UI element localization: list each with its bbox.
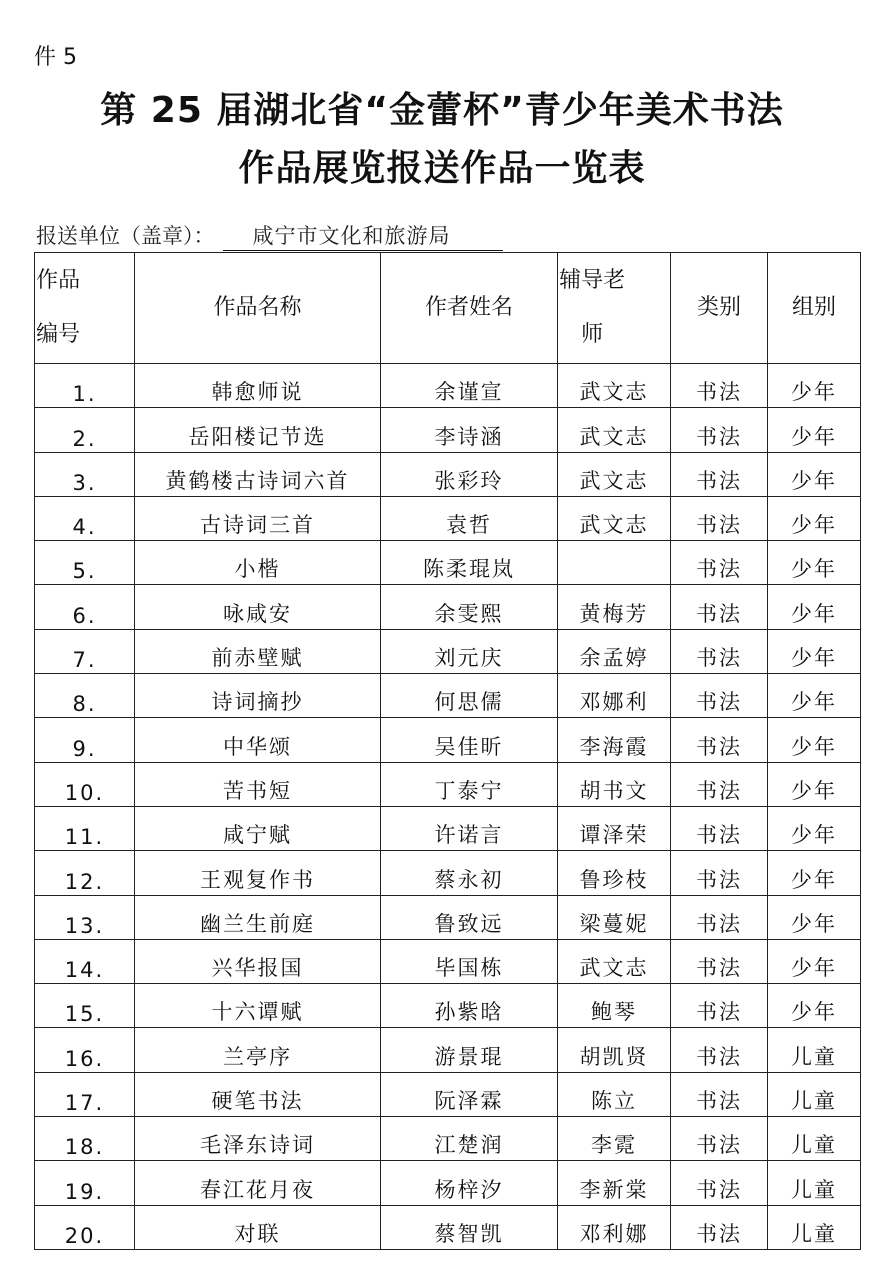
table-row bbox=[35, 984, 861, 1028]
submitting-unit-label: 报送单位（盖章）： bbox=[36, 224, 215, 248]
cell-category: 书法 bbox=[671, 984, 768, 1028]
attachment-label: 件 5 bbox=[34, 45, 77, 70]
header-work-title: 作品名称 bbox=[135, 253, 381, 364]
cell-group: 少年 bbox=[768, 629, 861, 673]
cell-work-number: 11. bbox=[35, 806, 135, 850]
cell-work-number: 14. bbox=[35, 939, 135, 983]
cell-author-name: 鲁致远 bbox=[381, 895, 558, 939]
cell-work-title: 古诗词三首 bbox=[135, 496, 381, 540]
cell-work-title: 韩愈师说 bbox=[135, 364, 381, 408]
cell-instructor: 鲍琴 bbox=[558, 984, 671, 1028]
cell-work-title: 中华颂 bbox=[135, 718, 381, 762]
header-group: 组别 bbox=[768, 253, 861, 364]
table-row bbox=[35, 541, 861, 585]
cell-author-name: 蔡永初 bbox=[381, 851, 558, 895]
cell-instructor: 武文志 bbox=[558, 408, 671, 452]
table-row bbox=[35, 895, 861, 939]
table-row bbox=[35, 1161, 861, 1205]
cell-group: 儿童 bbox=[768, 1072, 861, 1116]
cell-work-number: 12. bbox=[35, 851, 135, 895]
cell-work-number: 17. bbox=[35, 1072, 135, 1116]
cell-work-number: 9. bbox=[35, 718, 135, 762]
cell-group: 少年 bbox=[768, 984, 861, 1028]
cell-instructor: 梁蔓妮 bbox=[558, 895, 671, 939]
cell-group: 少年 bbox=[768, 895, 861, 939]
cell-category: 书法 bbox=[671, 585, 768, 629]
cell-category: 书法 bbox=[671, 1117, 768, 1161]
table-header-row bbox=[35, 253, 861, 364]
cell-instructor: 武文志 bbox=[558, 496, 671, 540]
cell-instructor bbox=[558, 541, 671, 585]
cell-work-number: 10. bbox=[35, 762, 135, 806]
cell-author-name: 蔡智凯 bbox=[381, 1205, 558, 1249]
table-body bbox=[35, 364, 861, 1250]
cell-group: 少年 bbox=[768, 674, 861, 718]
cell-work-number: 19. bbox=[35, 1161, 135, 1205]
cell-author-name: 吴佳昕 bbox=[381, 718, 558, 762]
table-row bbox=[35, 1072, 861, 1116]
cell-instructor: 陈立 bbox=[558, 1072, 671, 1116]
cell-author-name: 张彩玲 bbox=[381, 452, 558, 496]
table-row bbox=[35, 629, 861, 673]
cell-group: 儿童 bbox=[768, 1205, 861, 1249]
cell-work-title: 前赤壁赋 bbox=[135, 629, 381, 673]
cell-group: 少年 bbox=[768, 718, 861, 762]
cell-work-title: 小楷 bbox=[135, 541, 381, 585]
cell-group: 儿童 bbox=[768, 1117, 861, 1161]
works-table bbox=[34, 252, 861, 1250]
cell-category: 书法 bbox=[671, 806, 768, 850]
table-row bbox=[35, 851, 861, 895]
table-row bbox=[35, 1117, 861, 1161]
cell-work-title: 咸宁赋 bbox=[135, 806, 381, 850]
cell-author-name: 刘元庆 bbox=[381, 629, 558, 673]
cell-group: 少年 bbox=[768, 364, 861, 408]
cell-author-name: 游景琨 bbox=[381, 1028, 558, 1072]
cell-work-title: 诗词摘抄 bbox=[135, 674, 381, 718]
cell-group: 儿童 bbox=[768, 1028, 861, 1072]
document-title-line-2: 作品展览报送作品一览表 bbox=[238, 148, 646, 189]
cell-work-number: 20. bbox=[35, 1205, 135, 1249]
table-row bbox=[35, 408, 861, 452]
cell-category: 书法 bbox=[671, 851, 768, 895]
cell-category: 书法 bbox=[671, 674, 768, 718]
cell-instructor: 李新棠 bbox=[558, 1161, 671, 1205]
cell-instructor: 邓娜利 bbox=[558, 674, 671, 718]
cell-work-number: 1. bbox=[35, 364, 135, 408]
cell-author-name: 杨梓汐 bbox=[381, 1161, 558, 1205]
cell-author-name: 李诗涵 bbox=[381, 408, 558, 452]
cell-instructor: 李海霞 bbox=[558, 718, 671, 762]
cell-work-title: 咏咸安 bbox=[135, 585, 381, 629]
cell-work-title: 兰亭序 bbox=[135, 1028, 381, 1072]
cell-group: 少年 bbox=[768, 452, 861, 496]
cell-category: 书法 bbox=[671, 1205, 768, 1249]
document-title-line-1: 第 25 届湖北省“金蕾杯”青少年美术书法 bbox=[100, 90, 784, 131]
table-row bbox=[35, 939, 861, 983]
cell-author-name: 许诺言 bbox=[381, 806, 558, 850]
cell-author-name: 何思儒 bbox=[381, 674, 558, 718]
table-row bbox=[35, 762, 861, 806]
cell-work-title: 硬笔书法 bbox=[135, 1072, 381, 1116]
cell-category: 书法 bbox=[671, 408, 768, 452]
submitting-unit-value: 咸宁市文化和旅游局 bbox=[223, 220, 503, 251]
cell-category: 书法 bbox=[671, 1161, 768, 1205]
submitting-unit-row bbox=[36, 220, 503, 251]
table-row bbox=[35, 496, 861, 540]
cell-work-number: 2. bbox=[35, 408, 135, 452]
cell-work-title: 黄鹤楼古诗词六首 bbox=[135, 452, 381, 496]
cell-category: 书法 bbox=[671, 364, 768, 408]
cell-author-name: 江楚润 bbox=[381, 1117, 558, 1161]
cell-work-number: 13. bbox=[35, 895, 135, 939]
cell-work-number: 8. bbox=[35, 674, 135, 718]
cell-category: 书法 bbox=[671, 718, 768, 762]
cell-work-number: 3. bbox=[35, 452, 135, 496]
table-row bbox=[35, 806, 861, 850]
cell-category: 书法 bbox=[671, 762, 768, 806]
cell-group: 少年 bbox=[768, 762, 861, 806]
cell-instructor: 胡凯贤 bbox=[558, 1028, 671, 1072]
cell-author-name: 阮泽霖 bbox=[381, 1072, 558, 1116]
cell-instructor: 武文志 bbox=[558, 939, 671, 983]
cell-author-name: 余雯熙 bbox=[381, 585, 558, 629]
cell-instructor: 李霓 bbox=[558, 1117, 671, 1161]
cell-work-title: 兴华报国 bbox=[135, 939, 381, 983]
cell-work-number: 18. bbox=[35, 1117, 135, 1161]
cell-category: 书法 bbox=[671, 1072, 768, 1116]
cell-work-title: 岳阳楼记节选 bbox=[135, 408, 381, 452]
cell-work-title: 对联 bbox=[135, 1205, 381, 1249]
cell-work-title: 苦书短 bbox=[135, 762, 381, 806]
cell-instructor: 武文志 bbox=[558, 364, 671, 408]
cell-author-name: 袁哲 bbox=[381, 496, 558, 540]
cell-instructor: 黄梅芳 bbox=[558, 585, 671, 629]
header-author-name: 作者姓名 bbox=[381, 253, 558, 364]
cell-author-name: 丁泰宁 bbox=[381, 762, 558, 806]
cell-category: 书法 bbox=[671, 939, 768, 983]
cell-work-number: 5. bbox=[35, 541, 135, 585]
header-instructor: 辅导老师 bbox=[558, 253, 671, 364]
cell-instructor: 鲁珍枝 bbox=[558, 851, 671, 895]
cell-author-name: 孙紫晗 bbox=[381, 984, 558, 1028]
cell-category: 书法 bbox=[671, 1028, 768, 1072]
cell-work-title: 春江花月夜 bbox=[135, 1161, 381, 1205]
table-row bbox=[35, 1028, 861, 1072]
cell-author-name: 毕国栋 bbox=[381, 939, 558, 983]
cell-work-title: 幽兰生前庭 bbox=[135, 895, 381, 939]
cell-author-name: 陈柔琨岚 bbox=[381, 541, 558, 585]
cell-group: 儿童 bbox=[768, 1161, 861, 1205]
cell-category: 书法 bbox=[671, 452, 768, 496]
cell-category: 书法 bbox=[671, 496, 768, 540]
cell-group: 少年 bbox=[768, 939, 861, 983]
cell-author-name: 余谨宣 bbox=[381, 364, 558, 408]
table-row bbox=[35, 452, 861, 496]
cell-group: 少年 bbox=[768, 408, 861, 452]
cell-group: 少年 bbox=[768, 851, 861, 895]
cell-work-number: 7. bbox=[35, 629, 135, 673]
table-row bbox=[35, 1205, 861, 1249]
cell-instructor: 邓利娜 bbox=[558, 1205, 671, 1249]
cell-work-title: 王观复作书 bbox=[135, 851, 381, 895]
cell-instructor: 武文志 bbox=[558, 452, 671, 496]
cell-work-number: 4. bbox=[35, 496, 135, 540]
cell-category: 书法 bbox=[671, 895, 768, 939]
table-row bbox=[35, 364, 861, 408]
cell-instructor: 谭泽荣 bbox=[558, 806, 671, 850]
cell-category: 书法 bbox=[671, 541, 768, 585]
cell-work-number: 15. bbox=[35, 984, 135, 1028]
cell-category: 书法 bbox=[671, 629, 768, 673]
header-category: 类别 bbox=[671, 253, 768, 364]
header-work-number: 作品编号 bbox=[35, 253, 135, 364]
cell-instructor: 余孟婷 bbox=[558, 629, 671, 673]
cell-group: 少年 bbox=[768, 541, 861, 585]
cell-group: 少年 bbox=[768, 585, 861, 629]
table-row bbox=[35, 674, 861, 718]
cell-work-title: 十六谭赋 bbox=[135, 984, 381, 1028]
cell-work-title: 毛泽东诗词 bbox=[135, 1117, 381, 1161]
table-row bbox=[35, 718, 861, 762]
cell-group: 少年 bbox=[768, 806, 861, 850]
table-row bbox=[35, 585, 861, 629]
cell-instructor: 胡书文 bbox=[558, 762, 671, 806]
cell-work-number: 6. bbox=[35, 585, 135, 629]
cell-group: 少年 bbox=[768, 496, 861, 540]
cell-work-number: 16. bbox=[35, 1028, 135, 1072]
